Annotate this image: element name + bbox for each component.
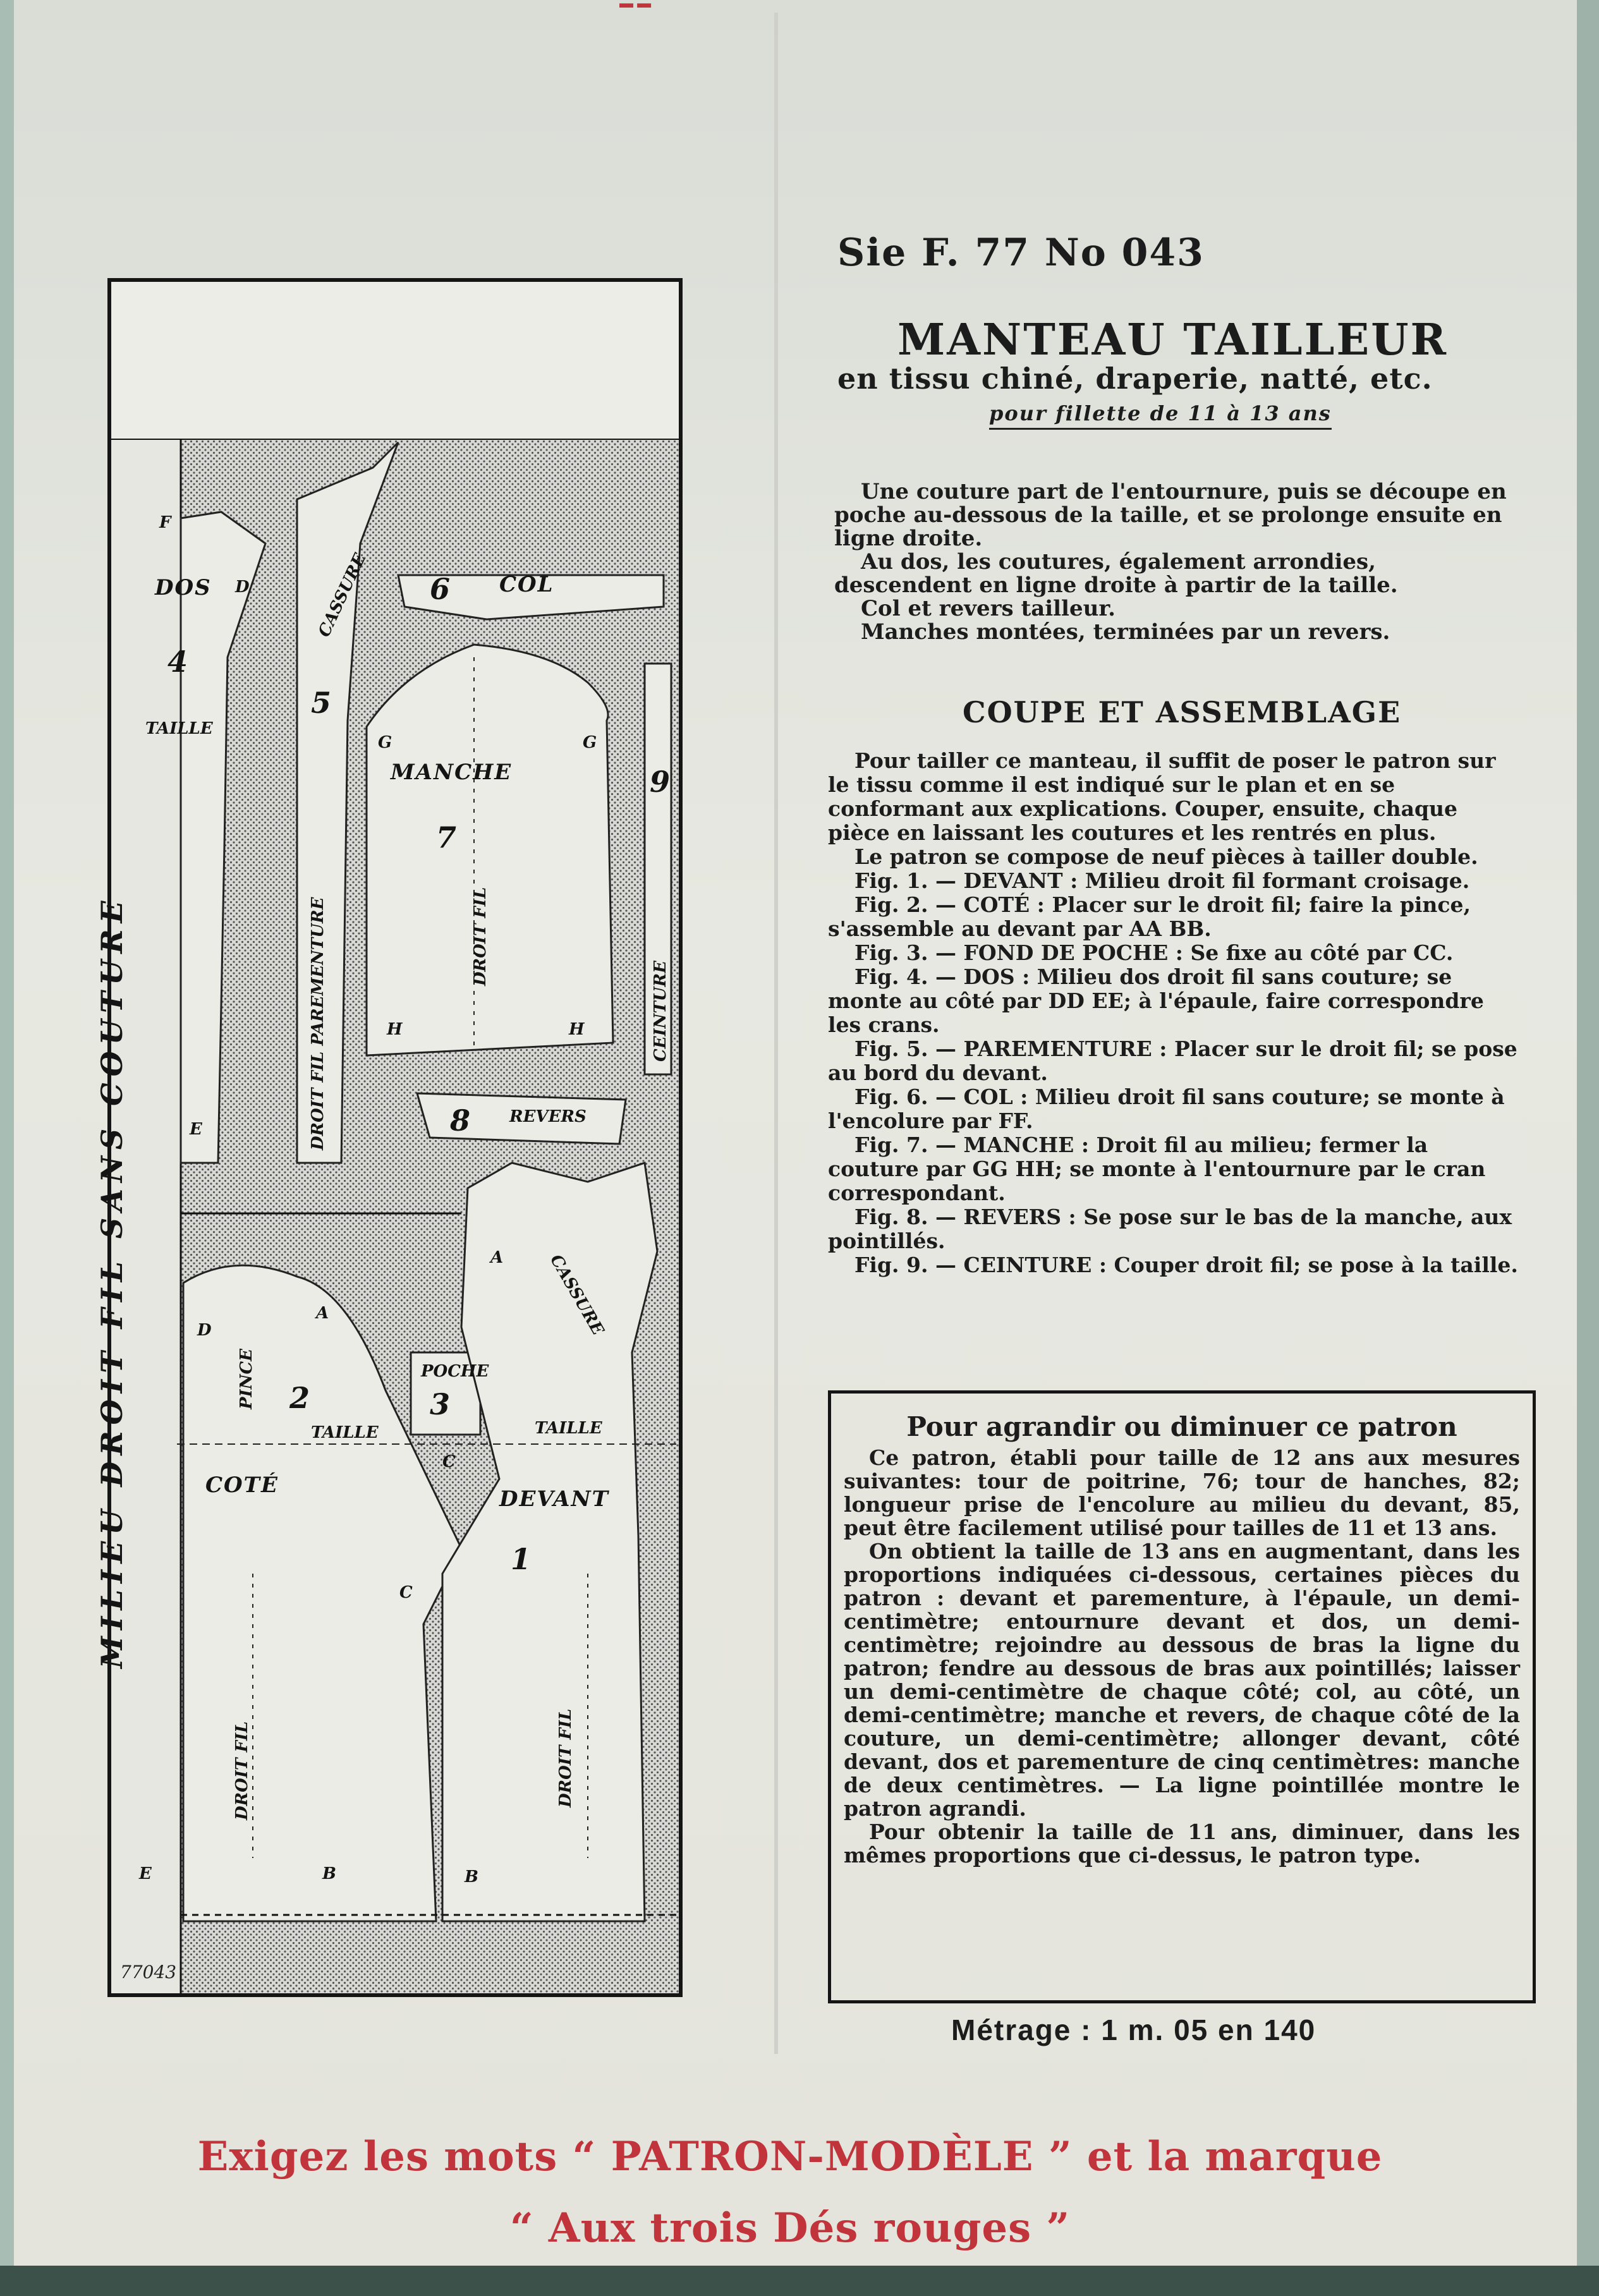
label-h2: H [569, 1020, 585, 1039]
coupe-intro: Pour tailler ce manteau, il suffit de poser le patron sur le tissu comme il est indiqué sur le plan et en se conformant aux explications. Couper, ensuite, chaque pièce en laissant les coutures et les rentrés en plus. [828, 748, 1496, 845]
label-e-top: E [190, 1120, 202, 1139]
fig-instruction: Fig. 1. — DEVANT : Milieu droit fil formant croisage. [854, 868, 1470, 893]
coupe-compose: Le patron se compose de neuf pièces à tailler double. [854, 844, 1478, 869]
label-col: COL [499, 572, 554, 597]
description-line: Une couture part de l'entournure, puis se découpe en poche au-dessous de la taille, et se prolonge ensuite en ligne droite. [834, 479, 1507, 551]
fig-instruction: Fig. 7. — MANCHE : Droit fil au milieu; fermer la couture par GG HH; se monte à l'entournure par le cran correspondant. [828, 1133, 1486, 1205]
top-red-fragment: ▬ ▬ [619, 0, 652, 11]
piece-manche [367, 645, 613, 1055]
label-f: F [159, 513, 171, 532]
sizing-paragraph: Ce patron, établi pour taille de 12 ans aux mesures suivantes: tour de poitrine, 76; tour de hanches, 82; longueur prise de l'encolure au milieu du devant, 85, peut être facilement utilisé pour tailles de 11 et 13 ans. [844, 1445, 1520, 1540]
label-droit-fil-parementure: DROIT FIL PAREMENTURE [308, 897, 327, 1150]
label-col-num: 6 [430, 572, 451, 606]
fig-instruction: Fig. 9. — CEINTURE : Couper droit fil; se pose à la taille. [854, 1253, 1518, 1277]
label-droit-fil-manche: DROIT FIL [471, 887, 490, 986]
label-d-top: D [235, 578, 250, 597]
coupe-instructions [828, 749, 1523, 1277]
pattern-audience: pour fillette de 11 à 13 ans [989, 401, 1332, 430]
footer-brand-line1: Exigez les mots “ PATRON-MODÈLE ” et la marque [197, 2133, 1383, 2180]
fig-instruction: Fig. 5. — PAREMENTURE : Placer sur le droit fil; se pose au bord du devant. [828, 1036, 1517, 1085]
label-dos-num: 4 [167, 645, 188, 679]
label-b2: B [465, 1868, 478, 1886]
label-pince: PINCE [237, 1349, 256, 1409]
label-g2: G [583, 733, 597, 752]
label-poche: POCHE [421, 1362, 489, 1381]
label-dos: DOS [155, 575, 212, 600]
coupe-heading: COUPE ET ASSEMBLAGE [963, 695, 1402, 729]
sizing-box [828, 1390, 1536, 2003]
fabric-yardage: Métrage : 1 m. 05 en 140 [951, 2014, 1316, 2046]
label-revers-num: 8 [450, 1103, 471, 1138]
background-strip [1577, 0, 1599, 2296]
label-manche-num: 7 [436, 820, 457, 854]
label-devant: DEVANT [499, 1486, 609, 1512]
sizing-paragraph: On obtient la taille de 13 ans en augmentant, dans les proportions indiquées ci-dessous, certaines pièces du patron : devant et parementure, à l'épaule, un demi-centimètre; entournure devant et dos, un demi-centimètre; rejoindre au dessous de bras la ligne du patron; fendre au dessous de bras aux pointillés; laisser un demi-centimètre de chaque côté; col, au côté, un demi-centimètre; manche et revers, de chaque côté de la couture, un demi-centimètre; allonger devant, côté devant, dos et parementure de cinq centimètres: manche de deux centimètres. — La ligne pointillée montre le patron agrandi. [844, 1539, 1520, 1821]
fig-instruction: Fig. 4. — DOS : Milieu dos droit fil sans couture; se monte au côté par DD EE; à l'épaule, faire correspondre les crans. [828, 964, 1484, 1037]
label-h1: H [387, 1020, 403, 1039]
sizing-paragraph: Pour obtenir la taille de 11 ans, diminuer, dans les mêmes proportions que ci-dessus, le patron type. [844, 1819, 1520, 1868]
side-label-milieu: MILIEU DROIT FIL SANS COUTURE [95, 894, 129, 1668]
label-droit-fil-devant: DROIT FIL [556, 1708, 575, 1807]
fig-instruction: Fig. 8. — REVERS : Se pose sur le bas de la manche, aux pointillés. [828, 1205, 1512, 1253]
label-cassure-top: CASSURE [315, 550, 370, 640]
label-cassure-devant: CASSURE [546, 1251, 607, 1339]
footer-brand-line2: “ Aux trois Dés rouges ” [509, 2204, 1071, 2252]
pattern-reference: 77043 [120, 1962, 177, 1983]
label-a2: A [490, 1248, 504, 1267]
label-taille-right: TAILLE [535, 1419, 602, 1438]
label-c1: C [442, 1452, 456, 1471]
fig-instruction: Fig. 2. — COTÉ : Placer sur le droit fil; faire la pince, s'assemble au devant par AA BB. [828, 892, 1471, 941]
fig-instruction: Fig. 6. — COL : Milieu droit fil sans couture; se monte à l'encolure par FF. [828, 1084, 1505, 1133]
fig-instruction: Fig. 3. — FOND DE POCHE : Se fixe au côté par CC. [854, 940, 1454, 965]
series-number: Sie F. 77 No 043 [837, 231, 1205, 275]
label-cote-num: 2 [289, 1381, 310, 1415]
label-taille-left: TAILLE [145, 719, 213, 738]
label-poche-num: 3 [430, 1387, 451, 1421]
pattern-subtitle: en tissu chiné, draperie, natté, etc. [837, 361, 1433, 396]
label-ceinture-num: 9 [650, 765, 671, 799]
label-cote: COTÉ [205, 1473, 279, 1498]
label-cote-d: D [197, 1321, 212, 1340]
label-a1: A [316, 1304, 329, 1323]
column-divider [774, 13, 778, 2054]
table-surface [0, 2266, 1599, 2296]
label-b1: B [322, 1864, 336, 1883]
label-ceinture: CEINTURE [651, 961, 670, 1062]
description-line: Manches montées, terminées par un revers. [861, 619, 1390, 645]
label-taille-mid: TAILLE [311, 1423, 379, 1442]
piece-devant [442, 1163, 657, 1921]
description-line: Col et revers tailleur. [861, 596, 1116, 621]
label-c2: C [399, 1583, 413, 1602]
pattern-title: MANTEAU TAILLEUR [897, 315, 1449, 365]
label-g1: G [378, 733, 392, 752]
label-manche: MANCHE [391, 760, 513, 785]
table-edge [0, 0, 14, 2296]
sizing-heading: Pour agrandir ou diminuer ce patron [906, 1411, 1457, 1442]
label-devant-num: 1 [511, 1542, 532, 1576]
label-e-bottom: E [139, 1864, 152, 1883]
label-droit-fil-cote: DROIT FIL [233, 1721, 252, 1820]
description-line: Au dos, les coutures, également arrondies, descendent en ligne droite à partir de la taille. [834, 549, 1398, 598]
fold-band [111, 282, 679, 440]
label-parementure-num: 5 [311, 686, 332, 720]
label-revers: REVERS [509, 1107, 587, 1126]
garment-description [834, 480, 1517, 644]
